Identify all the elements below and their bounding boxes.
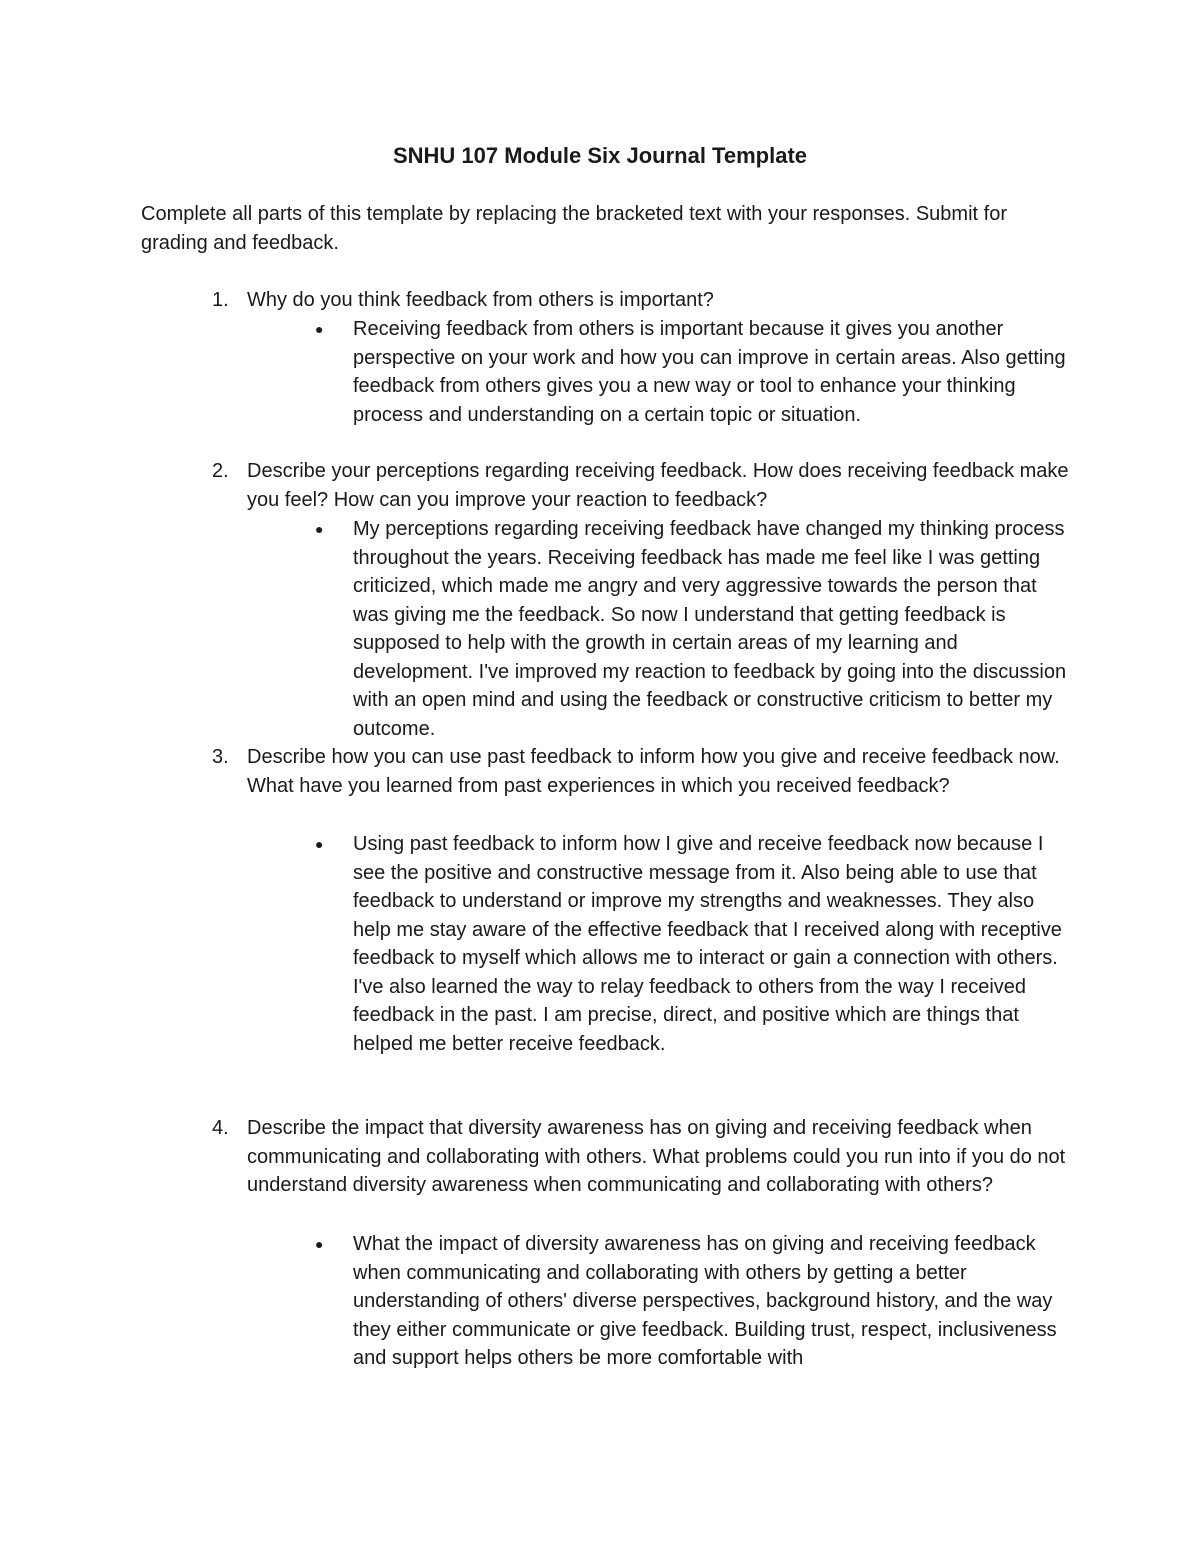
bullet-icon: ●	[315, 321, 324, 337]
question-number: 4.	[212, 1117, 229, 1139]
question-number: 2.	[212, 460, 229, 482]
question-number: 3.	[212, 746, 229, 768]
answer-text: My perceptions regarding receiving feedback have changed my thinking process throughout the years. Receiving feedback has made me feel like I was getting criticized, which made me angry and very aggressive towards the person that was giving me the feedback. So now I understand that getting feedback is supposed to help with the growth in certain areas of my learning and development. I've improved my reaction to feedback by going into the discussion with an open mind and using the feedback or constructive criticism to better my outcome.	[353, 518, 1067, 740]
question-text: Describe your perceptions regarding receiving feedback. How does receiving feedback make you feel? How can you improve your reaction to feedback?	[247, 460, 1069, 511]
answer-text: What the impact of diversity awareness has on giving and receiving feedback when communicating and collaborating with others by getting a better understanding of others' diverse perspectives, background history, and the way they either communicate or give feedback. Building trust, respect, inclusiveness and support helps others be more comfortable with	[353, 1233, 1057, 1369]
answer-1	[310, 315, 1070, 429]
instructions-paragraph: Complete all parts of this template by replacing the bracketed text with your responses. Submit for grading and feedback.	[141, 203, 1007, 254]
bullet-icon: ●	[315, 1236, 324, 1252]
question-4	[200, 1114, 1080, 1200]
bullet-icon: ●	[315, 521, 324, 537]
question-text: Describe the impact that diversity awareness has on giving and receiving feedback when communicating and collaborating with others. What problems could you run into if you do not understand diversity awareness when communicating and collaborating with others?	[247, 1117, 1066, 1196]
bullet-icon: ●	[315, 836, 324, 852]
answer-text: Receiving feedback from others is important because it gives you another perspective on your work and how you can improve in certain areas. Also getting feedback from others gives you a new way or tool to enhance your thinking process and understanding on a certain topic or situation.	[353, 318, 1066, 426]
answer-3	[310, 830, 1070, 1058]
document-title: SNHU 107 Module Six Journal Template	[392, 143, 808, 168]
question-number: 1.	[212, 289, 229, 311]
question-1	[200, 286, 1080, 315]
answer-4	[310, 1230, 1070, 1373]
question-2	[200, 457, 1080, 514]
question-text: Why do you think feedback from others is important?	[247, 289, 714, 311]
question-text: Describe how you can use past feedback to inform how you give and receive feedback now. What have you learned from past experiences in which you received feedback?	[247, 746, 1060, 797]
question-3	[200, 743, 1080, 800]
answer-text: Using past feedback to inform how I give and receive feedback now because I see the positive and constructive message from it. Also being able to use that feedback to understand or improve my strengths and weaknesses. They also help me stay aware of the effective feedback that I received along with receptive feedback to myself which allows me to interact or gain a connection with others. I've also learned the way to relay feedback to others from the way I received feedback in the past. I am precise, direct, and positive which are things that helped me better receive feedback.	[353, 833, 1062, 1055]
answer-2	[310, 515, 1070, 743]
